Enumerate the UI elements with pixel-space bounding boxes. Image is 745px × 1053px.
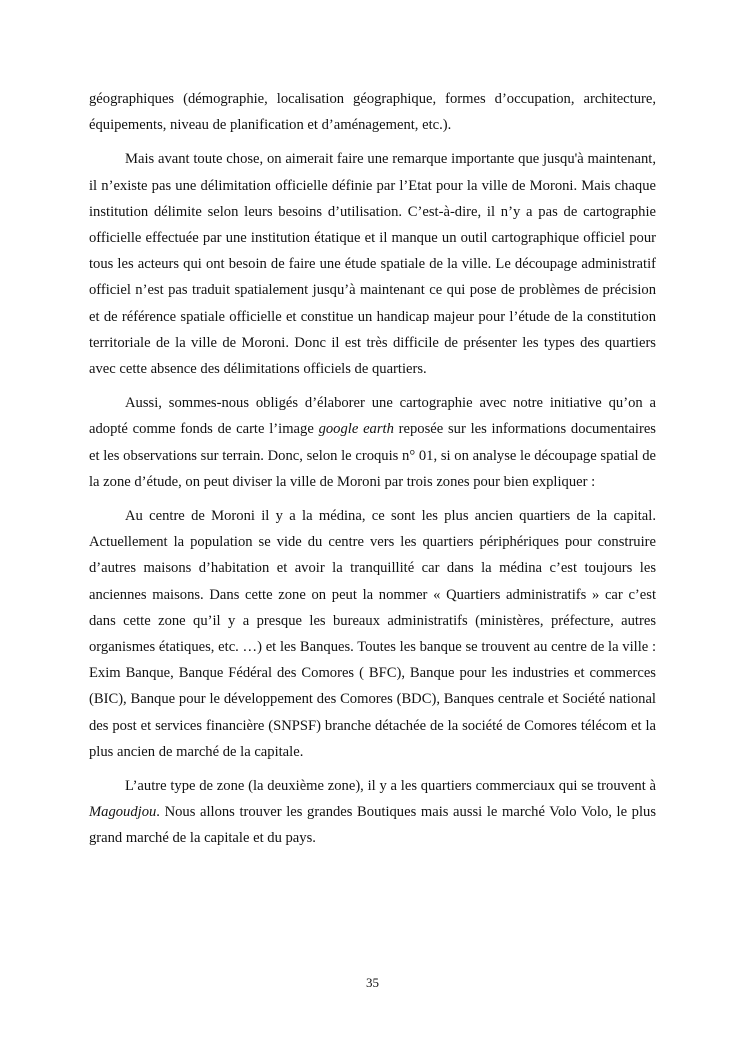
- paragraph-continuation: [89, 86, 656, 138]
- body-text: [89, 86, 656, 860]
- paragraph-boundary-remark: [89, 146, 656, 382]
- paragraph-3-text-a: Aussi, sommes-nous obligés d’élaborer une cartographie avec notre initiative qu’on a adopté comme fonds de carte l’image: [89, 395, 656, 438]
- paragraph-4-text: Au centre de Moroni il y a la médina, ce sont les plus ancien quartiers de la capital. Actuellement la population se vide du centre vers les quartiers périphériques pour construire d’autres maisons d’habitation et avoir la tranquillité car dans la médina c’est toujours les anciennes maisons. Dans cette zone on peut la nommer « Quartiers administratifs » car c’est dans cette zone qu’il y a presque les bureaux administratifs (ministères, préfecture, autres organismes étatiques, etc. …) et les Banques. Toutes les banque se trouvent au centre de la ville : Exim Banque, Banque Fédéral des Comores ( BFC), Banque pour les industries et commerces (BIC), Banque pour le développement des Comores (BDC), Banques centrale et Société national des post et services financière (SNPSF) branche détachée de la société de Comores télécom et la plus ancien de marché de la capitale.: [89, 508, 656, 760]
- paragraph-5-text-b: . Nous allons trouver les grandes Boutiques mais aussi le marché Volo Volo, le plus grand marché de la capitale et du pays.: [89, 804, 656, 847]
- paragraph-5-text-a: L’autre type de zone (la deuxième zone), il y a les quartiers commerciaux qui se trouvent à: [125, 778, 656, 795]
- paragraph-1-text: géographiques (démographie, localisation géographique, formes d’occupation, architecture, équipements, niveau de planification et d’aménagement, etc.).: [89, 91, 656, 134]
- paragraph-commercial-zone: [89, 773, 656, 852]
- paragraph-cartography: [89, 390, 656, 495]
- google-earth-term: google earth: [318, 421, 394, 438]
- page-number: 35: [366, 975, 379, 990]
- paragraph-3-text-b: reposée sur les informations documentaires et les observations sur terrain. Donc, selon le croquis n° 01, si on analyse le découpage spatial de la zone d’étude, on peut diviser la ville de Moroni par trois zones pour bien expliquer :: [89, 421, 656, 490]
- paragraph-medina: [89, 503, 656, 765]
- magoudjou-term: Magoudjou: [89, 804, 157, 821]
- paragraph-2-text: Mais avant toute chose, on aimerait faire une remarque importante que jusqu'à maintenant, il n’existe pas une délimitation officielle définie par l’Etat pour la ville de Moroni. Mais chaque institution délimite selon leurs besoins d’utilisation. C’est-à-dire, il n’y a pas de cartographie officielle effectuée par une institution étatique et il manque un outil cartographique officiel pour tous les acteurs qui ont besoin de faire une étude spatiale de la ville. Le découpage administratif officiel n’est pas traduit spatialement jusqu’à maintenant ce qui pose de problèmes de précision et de référence spatiale officielle et constitue un handicap majeur pour l’étude de la constitution territoriale de la ville de Moroni. Donc il est très difficile de présenter les types des quartiers avec cette absence des délimitations officiels de quartiers.: [89, 151, 656, 378]
